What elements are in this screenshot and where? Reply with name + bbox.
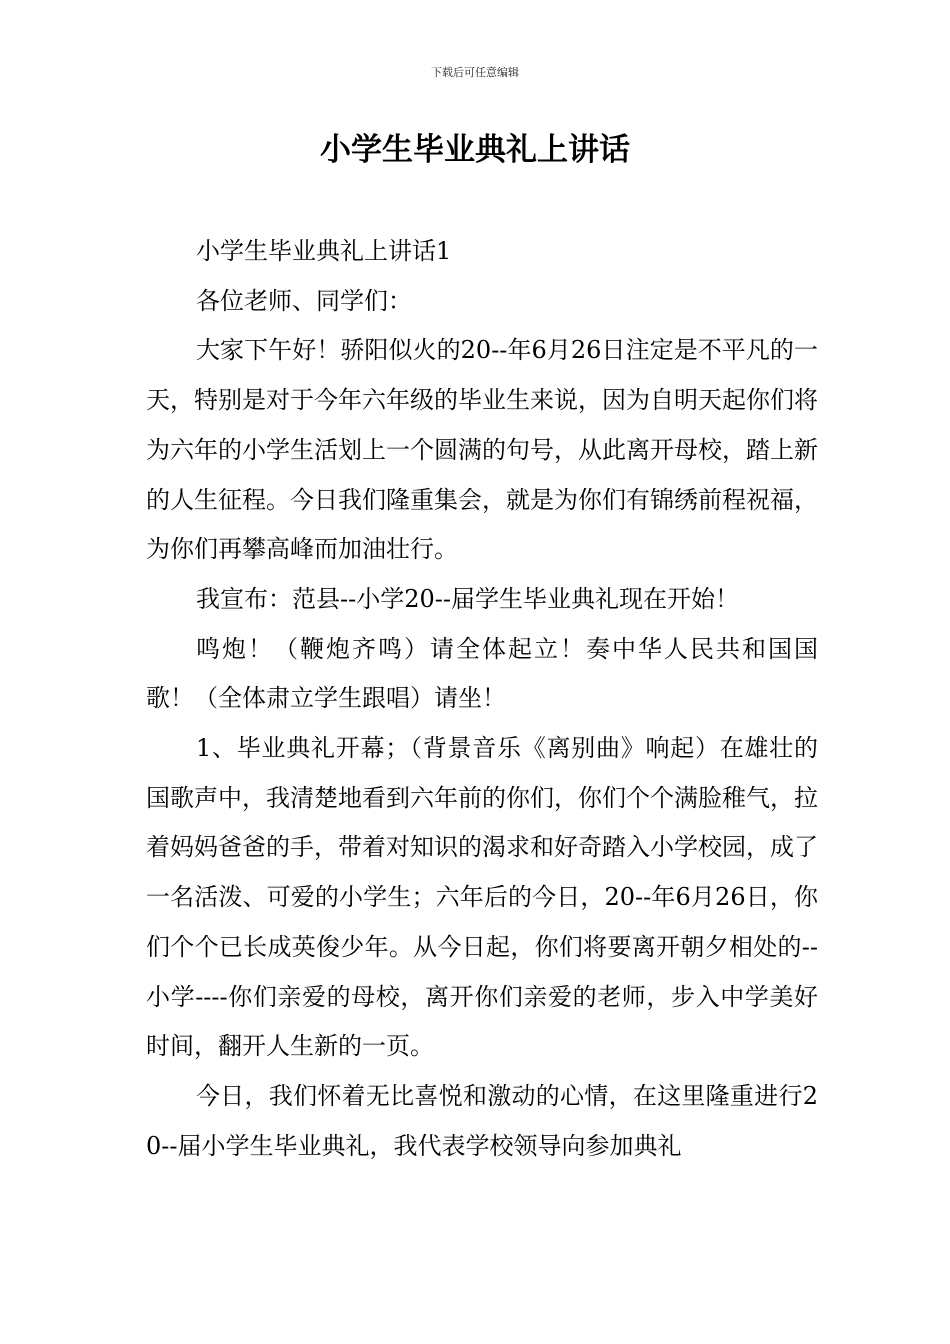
subtitle-paragraph: 小学生毕业典礼上讲话1 — [196, 237, 452, 265]
document-title: 小学生毕业典礼上讲话 — [320, 132, 630, 168]
body-paragraph: 1、毕业典礼开幕；（背景音乐《离别曲》响起）在雄壮的国歌声中，我清楚地看到六年前的你们，你们个个满脸稚气，拉着妈妈爸爸的手，带着对知识的渴求和好奇踏入小学校园，成了一名活泼、可爱的小学生；六年后的今日，20--年6月26日，你们个个已长成英俊少年。从今日起，你们将要离开朝夕相处的--小学----你们亲爱的母校，离开你们亲爱的老师，步入中学美好时间，翻开人生新的一页。 — [146, 734, 818, 1061]
body-paragraph: 我宣布：范县--小学20--届学生毕业典礼现在开始！ — [196, 584, 739, 613]
salutation-paragraph: 各位老师、同学们： — [196, 286, 412, 315]
body-paragraph: 大家下午好！骄阳似火的20--年6月26日注定是不平凡的一天，特别是对于今年六年级的毕业生来说，因为自明天起你们将为六年的小学生活划上一个圆满的句号，从此离开母校，踏上新的人生征程。今日我们隆重集会，就是为你们有锦绣前程祝福，为你们再攀高峰而加油壮行。 — [146, 336, 818, 564]
document-body — [146, 227, 818, 1171]
page-header-note: 下载后可任意编辑 — [431, 66, 519, 79]
body-paragraph: 今日，我们怀着无比喜悦和激动的心情，在这里隆重进行20--届小学生毕业典礼，我代表学校领导向参加典礼 — [146, 1081, 818, 1160]
body-paragraph: 鸣炮！（鞭炮齐鸣）请全体起立！奏中华人民共和国国歌！（全体肃立学生跟唱）请坐！ — [146, 634, 818, 713]
